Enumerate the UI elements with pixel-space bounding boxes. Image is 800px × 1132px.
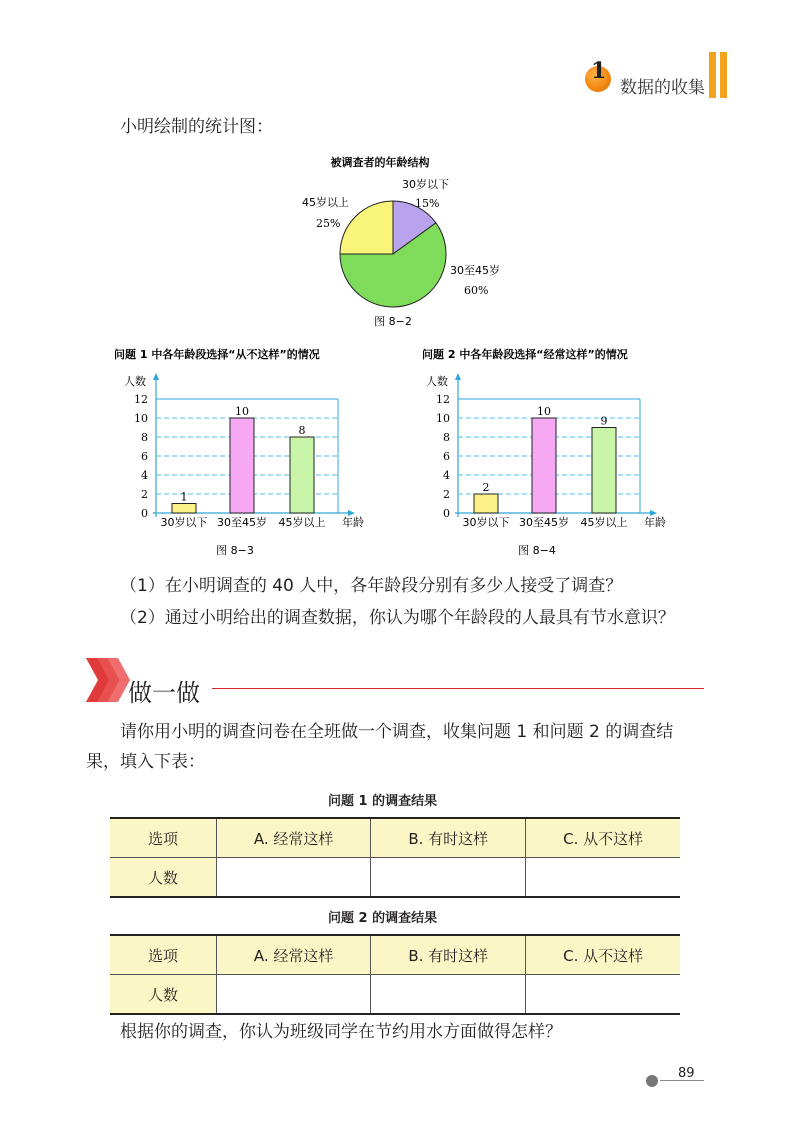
table-cell[interactable] <box>371 975 526 1015</box>
header-bar <box>720 52 727 98</box>
y-tick-label: 12 <box>134 393 148 406</box>
x-tick-label: 45岁以上 <box>278 516 326 529</box>
pie-title: 被调查者的年龄结构 <box>330 156 430 169</box>
x-tick-label: 45岁以上 <box>580 516 628 529</box>
table-header-cell: A. 经常这样 <box>217 818 371 858</box>
bar-chart-2 <box>412 342 702 562</box>
section-rule <box>212 688 704 689</box>
y-axis-label: 人数 <box>426 375 448 388</box>
chart-title: 问题 1 中各年龄段选择“从不这样”的情况 <box>114 348 320 361</box>
pie-chart <box>290 150 540 330</box>
y-axis-arrow-icon <box>455 373 461 380</box>
pie-label-percent: 60% <box>464 284 489 297</box>
activity-line-1: 请你用小明的调查问卷在全班做一个调查，收集问题 1 和问题 2 的调查结 <box>120 722 674 742</box>
pie-label-percent: 25% <box>316 217 341 230</box>
bar <box>474 494 498 513</box>
closing-question: 根据你的调查，你认为班级同学在节约用水方面做得怎样？ <box>120 1022 562 1042</box>
page-number: 89 <box>678 1066 695 1081</box>
table-header-cell: B. 有时这样 <box>371 818 526 858</box>
table-header-row <box>110 935 680 975</box>
bar-value-label: 9 <box>600 414 608 428</box>
bar <box>290 437 314 513</box>
question-1: （1）在小明调查的 40 人中，各年龄段分别有多少人接受了调查？ <box>120 576 623 596</box>
section-title: 做一做 <box>128 679 200 707</box>
table-cell[interactable] <box>217 975 371 1015</box>
y-tick-label: 0 <box>443 507 450 520</box>
header-bar <box>709 52 716 98</box>
x-axis-label: 年龄 <box>644 516 666 529</box>
bar <box>532 418 556 513</box>
figure-label: 图 8−2 <box>374 315 412 328</box>
table-cell[interactable] <box>526 858 680 898</box>
y-tick-label: 6 <box>141 450 148 463</box>
table-cell[interactable] <box>526 975 680 1015</box>
bar <box>592 428 616 514</box>
table-header-cell: A. 经常这样 <box>217 935 371 975</box>
x-tick-label: 30至45岁 <box>217 516 267 529</box>
table-caption: 问题 2 的调查结果 <box>328 911 438 926</box>
y-tick-label: 4 <box>443 469 450 482</box>
y-tick-label: 10 <box>134 412 148 425</box>
pie-label-name: 45岁以上 <box>302 196 349 209</box>
table-header-cell: B. 有时这样 <box>371 935 526 975</box>
table-cell[interactable] <box>371 858 526 898</box>
question-2: （2）通过小明给出的调查数据，你认为哪个年龄段的人最具有节水意识？ <box>120 608 675 628</box>
chapter-title: 数据的收集 <box>620 78 705 98</box>
table-header-cell: 选项 <box>110 818 217 858</box>
table-row <box>110 975 680 1015</box>
y-tick-label: 4 <box>141 469 148 482</box>
y-axis-arrow-icon <box>153 373 159 380</box>
figure-label: 图 8−3 <box>216 544 254 557</box>
y-tick-label: 2 <box>443 488 450 501</box>
figure-label: 图 8−4 <box>518 544 556 557</box>
table-cell[interactable] <box>217 858 371 898</box>
table-header-cell: C. 从不这样 <box>526 818 680 858</box>
result-table-2 <box>110 934 680 1015</box>
bar-value-label: 1 <box>180 490 188 504</box>
table-row <box>110 858 680 898</box>
pie-label-percent: 15% <box>415 197 440 210</box>
chart-title: 问题 2 中各年龄段选择“经常这样”的情况 <box>422 348 628 361</box>
activity-line-2: 果，填入下表： <box>86 752 205 772</box>
pie-label-name: 30至45岁 <box>450 264 500 277</box>
table-caption: 问题 1 的调查结果 <box>328 794 438 809</box>
bar-value-label: 10 <box>537 405 551 418</box>
y-tick-label: 8 <box>443 431 450 444</box>
result-table-1 <box>110 817 680 898</box>
section-chevrons-icon <box>84 656 132 706</box>
bar <box>230 418 254 513</box>
bar-value-label: 2 <box>482 481 490 494</box>
x-tick-label: 30至45岁 <box>519 516 569 529</box>
bar <box>172 504 196 514</box>
y-tick-label: 10 <box>436 412 450 425</box>
table-row-label: 人数 <box>110 975 217 1015</box>
page-dot-icon <box>646 1075 658 1087</box>
chapter-number: 1 <box>591 58 607 84</box>
x-tick-label: 30岁以下 <box>160 516 208 529</box>
y-tick-label: 2 <box>141 488 148 501</box>
table-header-row <box>110 818 680 858</box>
y-tick-label: 8 <box>141 431 148 444</box>
table-row-label: 人数 <box>110 858 217 898</box>
bar-value-label: 8 <box>298 424 306 437</box>
x-axis-label: 年龄 <box>342 516 364 529</box>
bar-chart-1 <box>110 342 400 562</box>
pie-label-name: 30岁以下 <box>402 178 449 191</box>
y-tick-label: 12 <box>436 393 450 406</box>
y-axis-label: 人数 <box>124 375 146 388</box>
bar-value-label: 10 <box>235 405 249 418</box>
x-tick-label: 30岁以下 <box>462 516 510 529</box>
y-tick-label: 6 <box>443 450 450 463</box>
intro-text: 小明绘制的统计图： <box>120 117 273 137</box>
y-tick-label: 0 <box>141 507 148 520</box>
table-header-cell: C. 从不这样 <box>526 935 680 975</box>
table-header-cell: 选项 <box>110 935 217 975</box>
